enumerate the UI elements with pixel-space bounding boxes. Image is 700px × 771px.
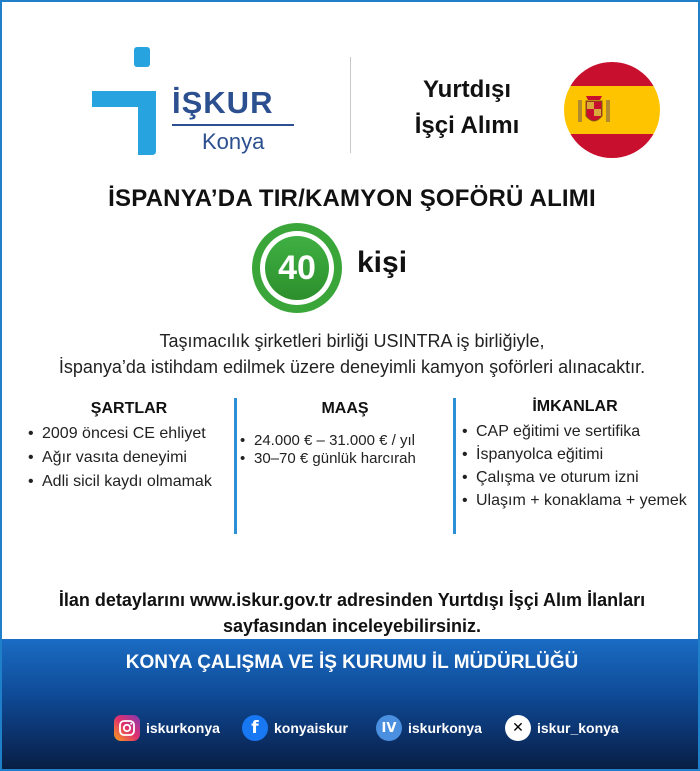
- footer-line1[interactable]: İlan detaylarını www.iskur.gov.tr adresinden Yurtdışı İşçi Alım İlanları: [58, 590, 646, 610]
- logo-underline: [172, 124, 294, 126]
- benefits-column: [460, 398, 690, 512]
- salary-title: MAAŞ: [321, 400, 369, 417]
- header-title-line1: Yurtdışı: [422, 76, 512, 103]
- count-value: 40: [265, 236, 329, 300]
- header-divider: [350, 57, 351, 153]
- intro-text: [2, 328, 700, 380]
- social-handle: iskurkonya: [146, 720, 220, 736]
- band-title: KONYA ÇALIŞMA VE İŞ KURUMU İL MÜDÜRLÜĞÜ: [125, 652, 579, 673]
- footer-text: [2, 587, 700, 639]
- iskur-logo: [92, 47, 302, 157]
- headline: İSPANYA’DA TIR/KAMYON ŞOFÖRÜ ALIMI: [108, 185, 596, 212]
- social-instagram[interactable]: [114, 715, 220, 741]
- spain-coat-of-arms-icon: [578, 92, 610, 130]
- conditions-column: [26, 400, 232, 494]
- list-item: • Adli sicil kaydı olmamak: [26, 470, 232, 494]
- logo-city: Konya: [202, 129, 265, 154]
- social-nsosyal[interactable]: [376, 715, 482, 741]
- count-unit: kişi: [357, 246, 408, 279]
- x-icon: ✕: [505, 715, 531, 741]
- facebook-icon: f: [242, 715, 268, 741]
- column-divider: [453, 398, 456, 534]
- count-badge: [252, 223, 342, 313]
- benefits-title: İMKANLAR: [532, 398, 618, 415]
- instagram-icon: [114, 715, 140, 741]
- footer-line2: sayfasından inceleyebilirsiniz.: [222, 616, 482, 636]
- header-title-line2: İşçi Alımı: [414, 112, 520, 139]
- header-title: [397, 72, 537, 144]
- iskur-i-mark-icon: [92, 47, 162, 157]
- social-facebook[interactable]: [242, 715, 348, 741]
- list-item: • 24.000 € – 31.000 € / yıl: [238, 432, 452, 450]
- spain-flag-icon: [564, 62, 660, 158]
- list-item: • İspanyolca eğitimi: [460, 443, 690, 466]
- logo-wordmark: İŞKUR: [172, 85, 274, 120]
- salary-column: [238, 400, 452, 468]
- list-item: • Ulaşım + konaklama + yemek: [460, 489, 690, 512]
- social-handle: iskur_konya: [537, 720, 619, 736]
- list-item: • Ağır vasıta deneyimi: [26, 446, 232, 470]
- conditions-title: ŞARTLAR: [90, 400, 168, 417]
- list-item: • CAP eğitimi ve sertifika: [460, 420, 690, 443]
- list-item: • 2009 öncesi CE ehliyet: [26, 422, 232, 446]
- list-item: • 30–70 € günlük harcırah: [238, 450, 452, 468]
- intro-line1: Taşımacılık şirketleri birliği USINTRA iş birliğiyle,: [159, 331, 545, 351]
- social-handle: iskurkonya: [408, 720, 482, 736]
- intro-line2: İspanya’da istihdam edilmek üzere deneyimli kamyon şoförleri alınacaktır.: [58, 357, 646, 377]
- social-handle: konyaiskur: [274, 720, 348, 736]
- social-x[interactable]: [505, 715, 619, 741]
- column-divider: [234, 398, 237, 534]
- list-item: • Çalışma ve oturum izni: [460, 466, 690, 489]
- nsosyal-icon: IV: [376, 715, 402, 741]
